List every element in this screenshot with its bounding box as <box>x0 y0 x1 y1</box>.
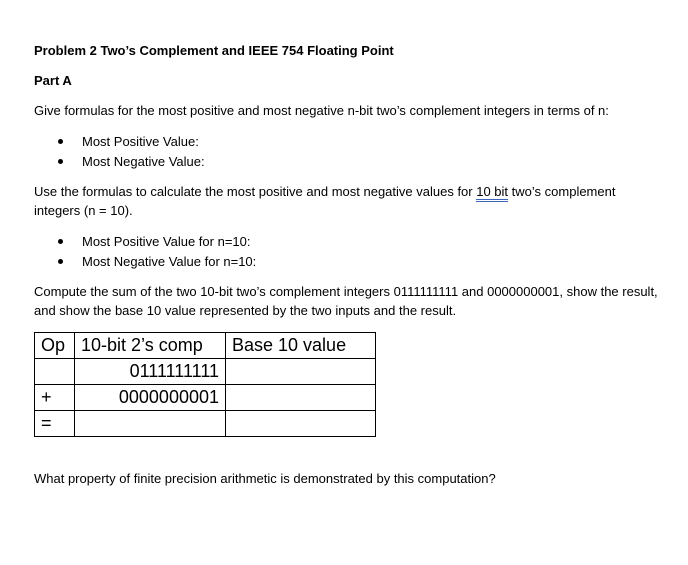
cell-base10[interactable] <box>226 385 376 411</box>
list-item-text: Most Negative Value for n=10: <box>82 254 257 269</box>
calc-text-after: two’s complement integers (n = 10). <box>34 184 616 218</box>
cell-twos-comp[interactable]: 0111111111 <box>75 359 226 385</box>
cell-twos-comp[interactable] <box>75 411 226 437</box>
cell-op[interactable]: = <box>35 411 75 437</box>
list-item-text: Most Negative Value: <box>82 154 205 169</box>
intro-paragraph: Give formulas for the most positive and most negative n-bit two’s complement integers in terms of n: <box>34 103 609 118</box>
list-item-text: Most Positive Value: <box>82 134 199 149</box>
header-base10: Base 10 value <box>226 333 376 359</box>
calc-text-underlined: 10 bit <box>476 184 508 202</box>
bullet-icon <box>58 139 63 144</box>
bullet-icon <box>58 239 63 244</box>
table-header-row <box>35 333 376 359</box>
header-twos-comp: 10-bit 2’s comp <box>75 333 226 359</box>
header-op: Op <box>35 333 75 359</box>
bullet-icon <box>58 259 63 264</box>
part-heading: Part A <box>34 73 72 88</box>
bullet-icon <box>58 159 63 164</box>
table-row <box>35 411 376 437</box>
compute-paragraph: Compute the sum of the two 10-bit two’s complement integers 0111111111 and 0000000001, show the result, and show the base 10 value represented by the two inputs and the result. <box>34 284 658 318</box>
cell-twos-comp[interactable]: 0000000001 <box>75 385 226 411</box>
calc-text-before: Use the formulas to calculate the most positive and most negative values for <box>34 184 477 199</box>
cell-op[interactable] <box>35 359 75 385</box>
cell-base10[interactable] <box>226 359 376 385</box>
table-row <box>35 385 376 411</box>
list-item-text: Most Positive Value for n=10: <box>82 234 251 249</box>
question-paragraph: What property of finite precision arithmetic is demonstrated by this computation? <box>34 471 496 486</box>
cell-base10[interactable] <box>226 411 376 437</box>
operation-table <box>34 332 376 437</box>
problem-title: Problem 2 Two’s Complement and IEEE 754 Floating Point <box>34 43 394 58</box>
cell-op[interactable]: + <box>35 385 75 411</box>
table-row <box>35 359 376 385</box>
calc-paragraph <box>34 182 664 220</box>
